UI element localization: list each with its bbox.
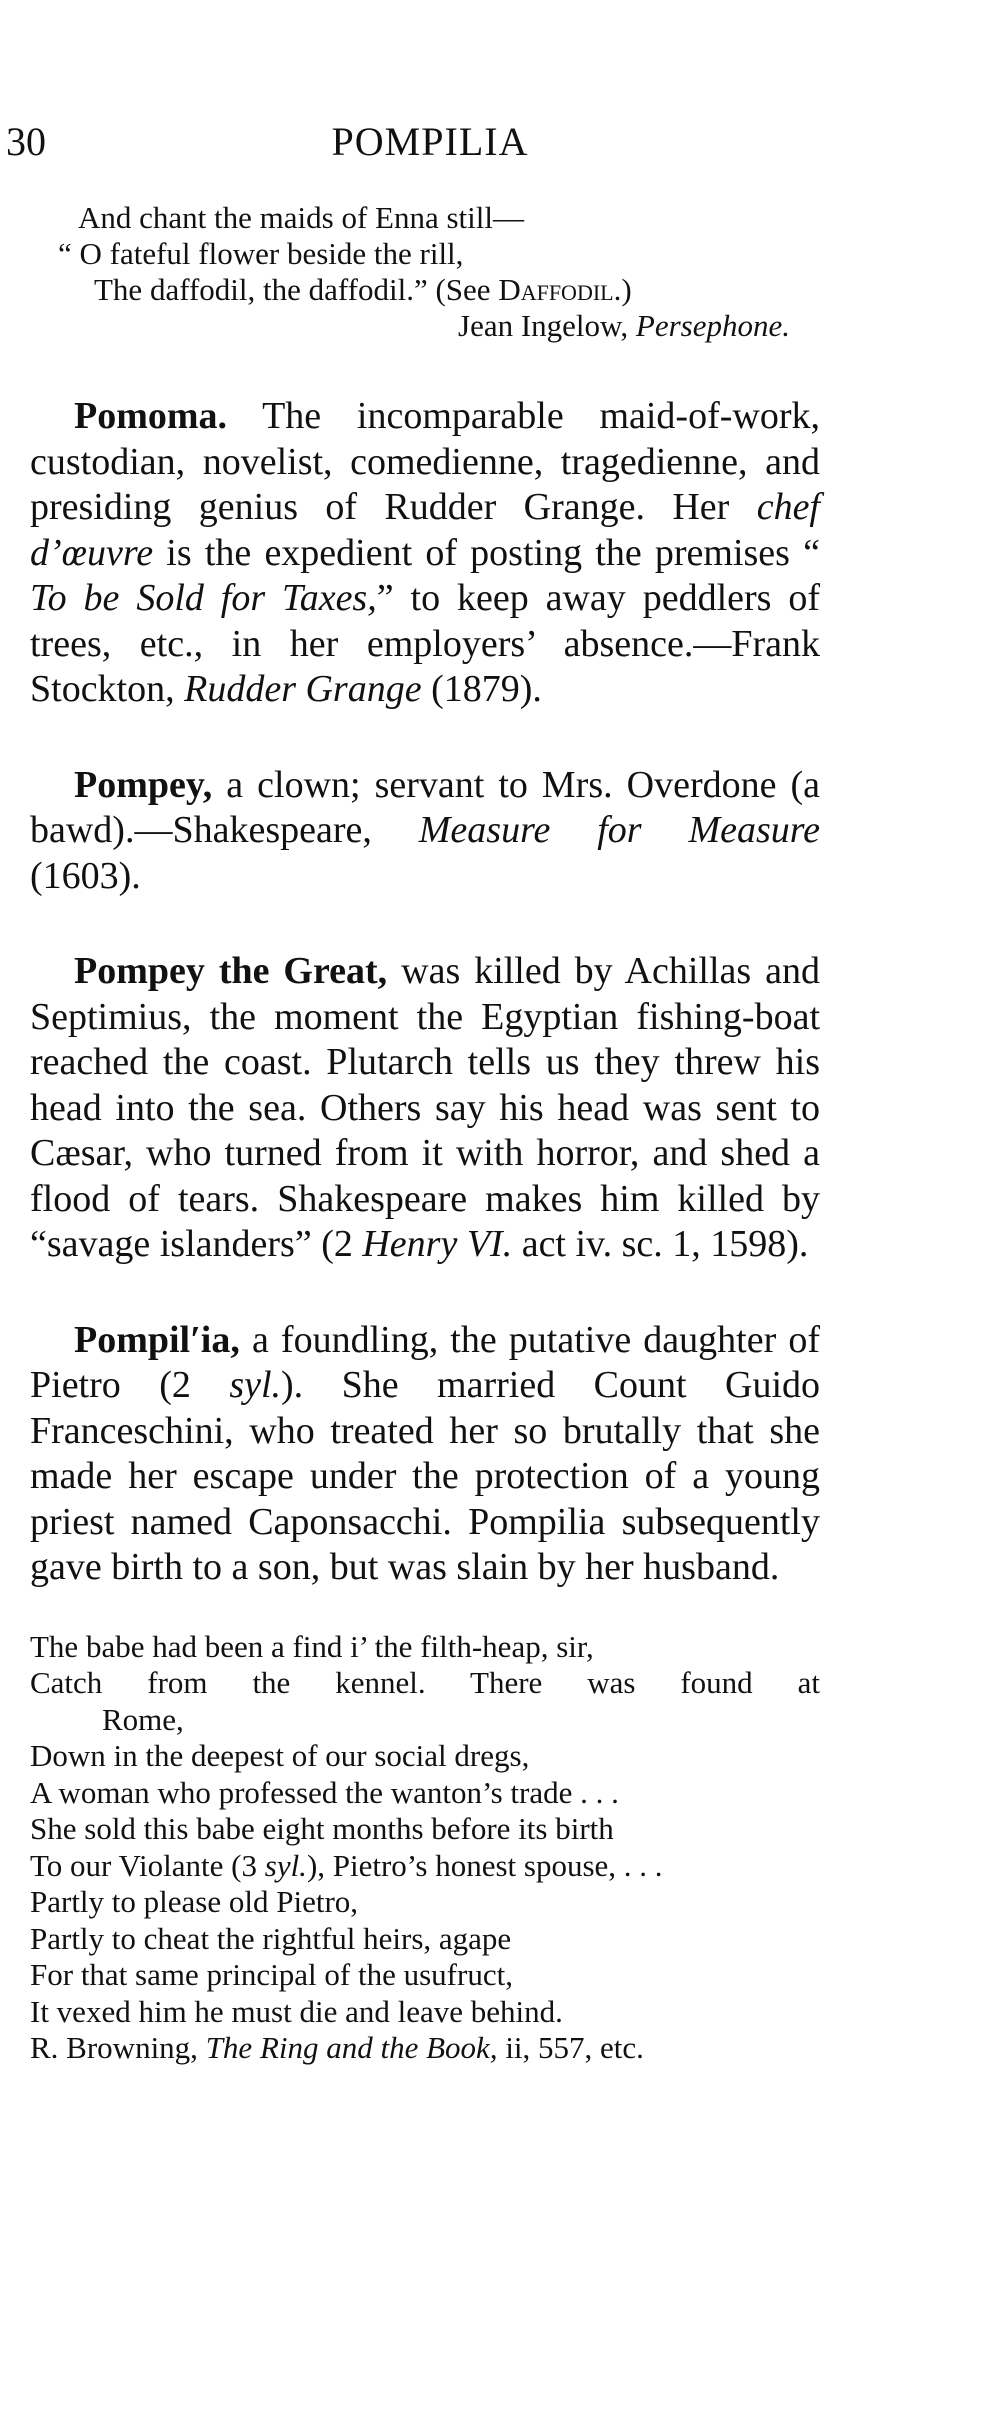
epigraph-verse — [30, 200, 820, 344]
epigraph-line — [30, 272, 820, 308]
entry-pomoma — [30, 394, 820, 713]
attribution-work: Persephone. — [635, 308, 790, 343]
headword: Pompey, — [74, 763, 213, 806]
headword: Pompey the Great, — [74, 950, 388, 992]
attribution-work: The Ring and the Book, — [205, 2030, 498, 2065]
attribution-author: Jean Ingelow, — [458, 308, 636, 343]
quote-attribution — [30, 2030, 820, 2067]
quote-line: A woman who professed the wanton’s trade . . . — [30, 1774, 619, 1810]
quote-line: She sold this babe eight months before its birth — [30, 1811, 614, 1846]
entry-italic: Henry VI. — [362, 1223, 513, 1265]
page-number: 30 — [6, 119, 46, 164]
quote-italic: syl. — [264, 1847, 307, 1883]
quote-line: Rome, — [102, 1701, 184, 1737]
quote-text: ), Pietro’s honest spouse, . . . — [306, 1847, 663, 1883]
text-column — [30, 200, 820, 2067]
quote-text: To our Violante (3 — [30, 1847, 265, 1883]
entry-text: (1879). — [421, 668, 542, 710]
entry-text: act iv. sc. 1, 1598). — [512, 1223, 809, 1265]
entry-pompilia — [30, 1318, 820, 1591]
quote-line: Catch from the kennel. There was found at — [30, 1665, 820, 1700]
entry-italic: Measure for Measure — [418, 809, 820, 851]
quote-line: The babe had been a find i’ the filth-heap, sir, — [30, 1628, 594, 1664]
entry-pompey-the-great — [30, 949, 820, 1268]
cross-reference: Daffodil. — [498, 272, 622, 307]
entry-italic: To be Sold for Taxes, — [30, 577, 377, 619]
epigraph-text: The daffodil, the daffodil.” (See — [94, 272, 499, 307]
browning-quotation — [30, 1629, 820, 2067]
headword: Pompil′ia, — [74, 1318, 240, 1361]
quote-line: Down in the deepest of our social dregs, — [30, 1738, 530, 1773]
entry-pompey — [30, 763, 820, 900]
quote-line: It vexed him he must die and leave behind. — [30, 1993, 563, 2029]
quote-line: Partly to cheat the rightful heirs, agape — [30, 1920, 512, 1956]
entry-text: was killed by Achillas and Septimius, the moment the Egyptian fishing-boat reached the coast. Plutarch tells us they threw his head into the sea. Others say his head was sent to Cæsar, who turned from it with horror, and shed a flood of tears. Shakespeare makes him killed by “savage islanders” (2 — [30, 950, 820, 1265]
entry-text: The incomparable maid-of-work, custodian, novelist, comedienne, tragedienne, and presiding genius of Rudder Grange. Her — [30, 395, 820, 528]
quote-line: For that same principal of the usufruct, — [30, 1957, 513, 1992]
epigraph-attribution — [30, 308, 820, 344]
entry-italic: chef d’œuvre — [30, 486, 820, 574]
running-title: POMPILIA — [331, 119, 529, 164]
headword: Pomoma. — [74, 395, 228, 437]
entry-italic: syl. — [229, 1364, 282, 1406]
entry-italic: Rudder Grange — [184, 668, 422, 710]
entry-text: a foundling, the putative daughter of Pietro (2 — [30, 1318, 820, 1406]
entry-text: ” to keep away peddlers of trees, etc., in her employers’ absence.—Frank Stockton, — [30, 577, 821, 710]
entry-text: a clown; servant to Mrs. Overdone (a bawd).—Shakespeare, — [30, 763, 820, 851]
epigraph-text: ) — [621, 272, 632, 307]
epigraph-line: And chant the maids of Enna still— — [78, 200, 524, 235]
quote-line: Partly to please old Pietro, — [30, 1884, 359, 1919]
epigraph-line: “ O fateful flower beside the rill, — [58, 236, 464, 271]
attribution-author: R. Browning, — [30, 2030, 206, 2065]
entry-text: (1603). — [30, 854, 141, 897]
quote-line — [30, 1848, 820, 1885]
entry-text: is the expedient of posting the premises “ — [153, 531, 820, 574]
attribution-location: ii, 557, etc. — [497, 2030, 644, 2065]
entry-text: ). She married Count Guido Franceschini, who treated her so brutally that she made her escape under the protection of a young priest named Caponsacchi. Pompilia subsequently gave birth to a son, but was slain by her husband. — [30, 1364, 820, 1588]
